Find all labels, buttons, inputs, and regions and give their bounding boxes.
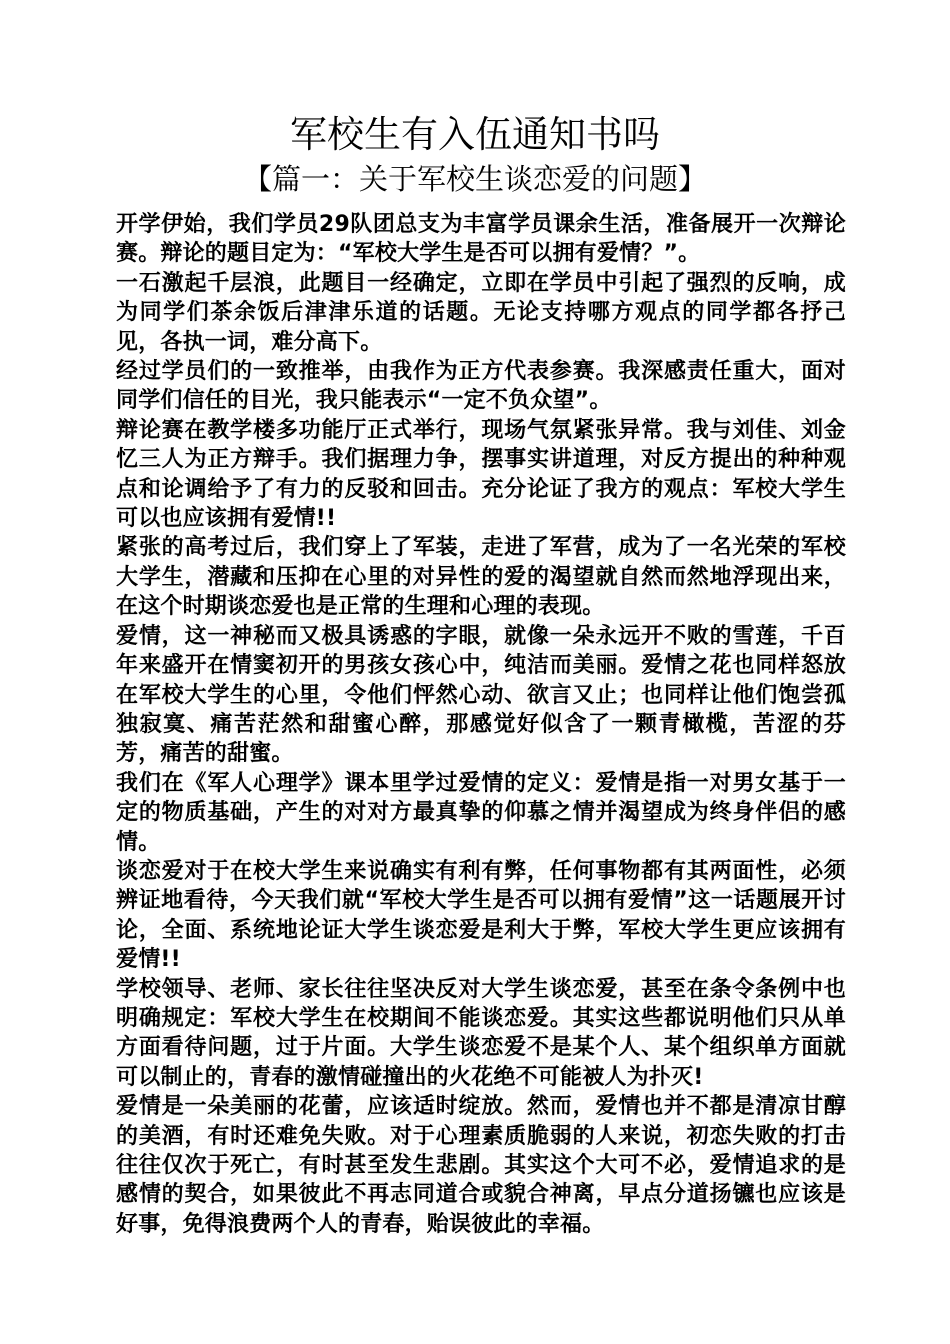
paragraph: 我们在《军人心理学》课本里学过爱情的定义：爱情是指一对男女基于一定的物质基础，产生的对对方最真挚的仰慕之情并渴望成为终身伴侣的感情。 (116, 770, 846, 855)
paragraph: 开学伊始，我们学员29队团总支为丰富学员课余生活，准备展开一次辩论赛。辩论的题目定为：“军校大学生是否可以拥有爱情？”。 (116, 212, 846, 267)
paragraph: 爱情，这一神秘而又极具诱惑的字眼，就像一朵永远开不败的雪莲，千百年来盛开在情窦初开的男孩女孩心中，纯洁而美丽。爱情之花也同样怒放在军校大学生的心里，令他们怦然心动、欲言又止；也同样让他们饱尝孤独寂寞、痛苦茫然和甜蜜心醉，那感觉好似含了一颗青橄榄，苦涩的芬芳，痛苦的甜蜜。 (116, 623, 846, 767)
document-title: 军校生有入伍通知书吗 (290, 113, 660, 156)
paragraph: 爱情是一朵美丽的花蕾，应该适时绽放。然而，爱情也并不都是清凉甘醇的美酒，有时还难免失败。对于心理素质脆弱的人来说，初恋失败的打击往往仅次于死亡，有时甚至发生悲剧。其实这个大可不必，爱情追求的是感情的契合，如果彼此不再志同道合或貌合神离，早点分道扬镳也应该是好事，免得浪费两个人的青春，贻误彼此的幸福。 (116, 1094, 846, 1237)
document-body (116, 210, 846, 1239)
paragraph: 学校领导、老师、家长往往坚决反对大学生谈恋爱，甚至在条令条例中也明确规定：军校大学生在校期间不能谈恋爱。其实这些都说明他们只从单方面看待问题，过于片面。大学生谈恋爱不是某个人、某个组织单方面就可以制止的，青春的激情碰撞出的火花绝不可能被人为扑灭! (116, 976, 846, 1090)
paragraph: 紧张的高考过后，我们穿上了军装，走进了军营，成为了一名光荣的军校大学生，潜藏和压抑在心里的对异性的爱的渴望就自然而然地浮现出来，在这个时期谈恋爱也是正常的生理和心理的表现。 (116, 535, 846, 620)
paragraph: 经过学员们的一致推举，由我作为正方代表参赛。我深感责任重大，面对同学们信任的目光，我只能表示“一定不负众望”。 (116, 359, 846, 414)
paragraph: 谈恋爱对于在校大学生来说确实有利有弊，任何事物都有其两面性，必须辨证地看待，今天我们就“军校大学生是否可以拥有爱情”这一话题展开讨论，全面、系统地论证大学生谈恋爱是利大于弊，军校大学生更应该拥有爱情!! (116, 858, 846, 973)
paragraph: 一石激起千层浪，此题目一经确定，立即在学员中引起了强烈的反响，成为同学们茶余饭后津津乐道的话题。无论支持哪方观点的同学都各抒己见，各执一词，难分高下。 (116, 270, 846, 355)
section-heading: 【篇一：关于军校生谈恋爱的问题】 (242, 162, 707, 196)
paragraph: 辩论赛在教学楼多功能厅正式举行，现场气氛紧张异常。我与刘佳、刘金忆三人为正方辩手。我们据理力争，摆事实讲道理，对反方提出的种种观点和论调给予了有力的反驳和回击。充分论证了我方的观点：军校大学生可以也应该拥有爱情!! (116, 417, 846, 532)
